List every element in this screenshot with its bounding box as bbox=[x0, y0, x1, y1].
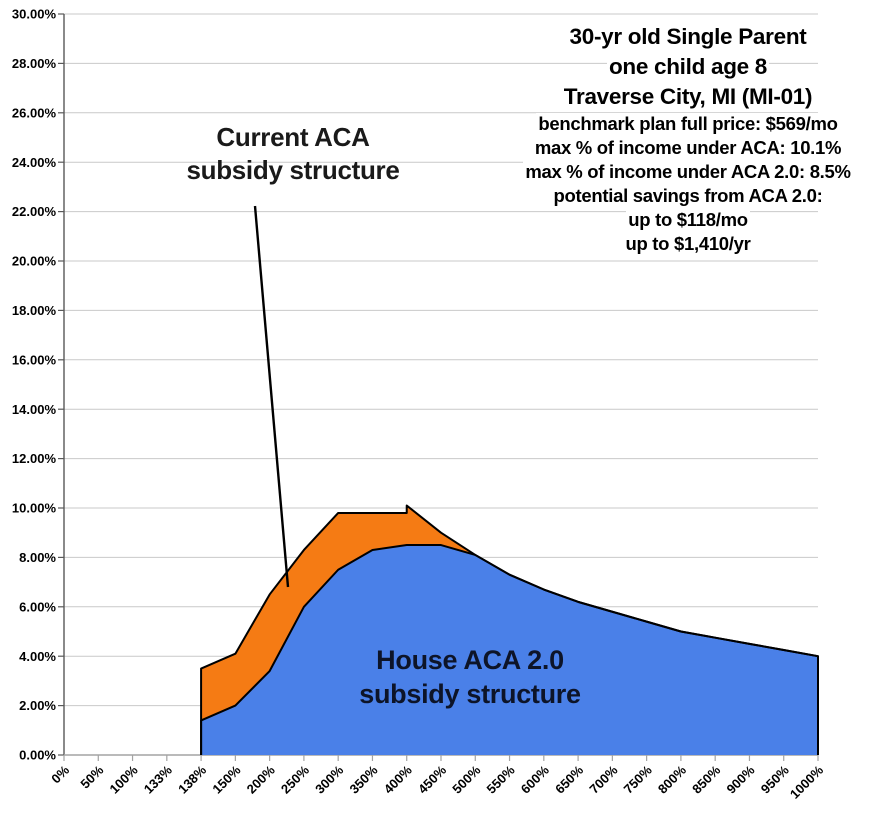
x-axis-label: 1000% bbox=[786, 762, 827, 802]
info-line: benchmark plan full price: $569/mo bbox=[538, 113, 838, 134]
info-line: potential savings from ACA 2.0: bbox=[553, 185, 823, 206]
x-axis-label: 500% bbox=[449, 762, 484, 797]
y-axis-label: 4.00% bbox=[19, 648, 56, 664]
current-aca-annotation bbox=[165, 121, 421, 187]
y-axis-label: 22.00% bbox=[11, 204, 56, 220]
x-axis-label: 550% bbox=[483, 762, 518, 797]
x-axis-label: 150% bbox=[209, 762, 244, 797]
y-axis-label: 0.00% bbox=[19, 747, 56, 763]
info-line: up to $118/mo bbox=[628, 209, 748, 230]
y-axis-label: 6.00% bbox=[19, 599, 56, 615]
x-axis-label: 400% bbox=[380, 762, 415, 797]
y-axis-label: 8.00% bbox=[19, 550, 56, 565]
y-axis-label: 18.00% bbox=[11, 303, 56, 318]
y-axis-label: 16.00% bbox=[11, 352, 56, 368]
x-axis-label: 450% bbox=[415, 762, 450, 797]
x-axis-label: 138% bbox=[175, 762, 210, 797]
house-aca2-annotation bbox=[320, 643, 620, 711]
x-axis-label: 0% bbox=[48, 762, 73, 787]
current-aca-annotation-line1: Current ACA bbox=[216, 122, 370, 152]
info-line: 30-yr old Single Parent bbox=[569, 24, 807, 49]
x-axis-label: 600% bbox=[517, 762, 552, 797]
x-axis-label: 700% bbox=[586, 762, 621, 797]
x-axis-label: 650% bbox=[552, 762, 587, 797]
info-line: max % of income under ACA 2.0: 8.5% bbox=[525, 161, 851, 182]
y-axis-label: 10.00% bbox=[11, 500, 56, 516]
case-info-box bbox=[508, 22, 868, 256]
y-axis-label: 26.00% bbox=[11, 105, 56, 121]
x-axis-label: 50% bbox=[77, 762, 107, 792]
x-axis-label: 133% bbox=[140, 762, 175, 797]
info-line: one child age 8 bbox=[608, 54, 768, 79]
y-axis-label: 14.00% bbox=[11, 401, 56, 417]
annotation-pointer-line bbox=[255, 206, 288, 587]
x-axis-label: 800% bbox=[654, 762, 690, 797]
x-axis-label: 900% bbox=[723, 762, 758, 797]
y-axis-label: 12.00% bbox=[11, 451, 56, 467]
x-axis-label: 950% bbox=[757, 762, 792, 797]
x-axis-label: 100% bbox=[106, 762, 141, 797]
info-line: max % of income under ACA: 10.1% bbox=[534, 137, 842, 158]
x-axis-label: 250% bbox=[277, 762, 313, 797]
y-axis-label: 24.00% bbox=[11, 154, 56, 170]
y-axis-label: 20.00% bbox=[11, 253, 56, 269]
y-axis-label: 30.00% bbox=[11, 6, 56, 22]
current-aca-annotation-line2: subsidy structure bbox=[186, 155, 400, 185]
x-axis-label: 750% bbox=[620, 762, 655, 797]
info-line: Traverse City, MI (MI-01) bbox=[563, 84, 813, 109]
y-axis-label: 2.00% bbox=[19, 698, 56, 714]
x-axis-label: 350% bbox=[346, 762, 381, 797]
x-axis-label: 200% bbox=[243, 762, 278, 797]
x-axis-label: 850% bbox=[689, 762, 724, 797]
info-line: up to $1,410/yr bbox=[625, 233, 751, 254]
house-aca2-annotation-line1: House ACA 2.0 bbox=[376, 645, 564, 675]
x-axis-label: 300% bbox=[312, 762, 347, 797]
house-aca2-annotation-line2: subsidy structure bbox=[359, 679, 581, 709]
y-axis-label: 28.00% bbox=[11, 56, 56, 71]
